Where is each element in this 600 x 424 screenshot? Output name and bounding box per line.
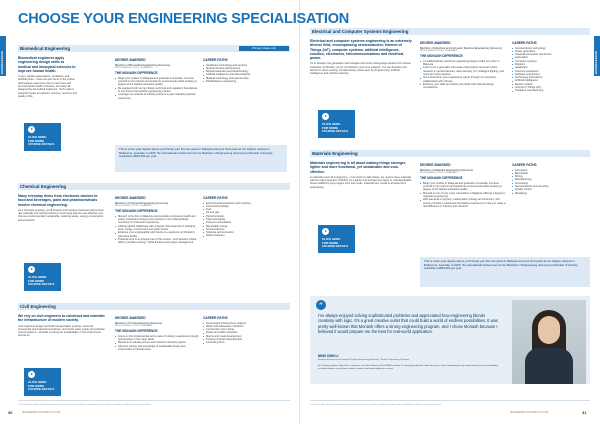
biomedical-difference-list (115, 77, 199, 100)
civil-careers-list (203, 322, 287, 345)
section-heading-chemical-label: Chemical Engineering (20, 184, 67, 189)
biomedical-careers-list (203, 64, 287, 84)
list-item: Enhance your employability with hands-on experience at Monash's pilot plant facility. (115, 231, 199, 238)
arrow-right-icon (28, 266, 35, 273)
list-item: Property and land development (203, 338, 287, 341)
chemical-body: As a chemical engineer, you'll develop and improve processes that convert raw materials into useful products in such ways that are cost-effective and that are environmentally sustainable, reducing waste, energy consumption and emissions. (18, 208, 104, 222)
list-item: Monash is the first in Malaysia and Australia to introduce health and safety, industrial concepts and practices in the undergraduate curriculum for chemical engineering. (115, 215, 199, 225)
career-paths-heading: CAREER PATHS (203, 316, 228, 320)
degree-name: Bachelor of Biomedical Engineering (Honours) (115, 63, 171, 67)
running-footer-left: ENGINEERING PROSPECTUS 2026 (22, 412, 61, 414)
materials-cta-label: CLICK HERE FOR MORE COURSE DETAILS (322, 237, 349, 249)
degree-name: Bachelor of Electrical and Computer Systems Engineering (Honours) (420, 46, 502, 50)
list-item: Enhance your skills and select your fields with optional design competitions. (420, 83, 506, 90)
materials-lead: Materials engineering is all about making things stronger, lighter and more functional, yet sustainable and cost-effective. (310, 161, 406, 174)
section-heading-materials-label: Materials Engineering (312, 151, 358, 156)
chemical-intro (18, 194, 106, 269)
list-item: Pharmaceuticals (203, 218, 287, 221)
list-item: Advance society with knowledge of sustainable design and construction of infrastructure. (115, 345, 199, 352)
monash-difference-heading: THE MONASH DIFFERENCE (420, 54, 463, 59)
materials-careers-list (512, 169, 592, 195)
list-item: Intelligent manufacturing (512, 89, 592, 92)
quote-icon: “ (316, 300, 326, 310)
list-item: Industrial and power electronics (512, 53, 592, 56)
list-item: Address global challenges with a degree that responds to changing food, energy, environment and water needs. (115, 225, 199, 232)
side-tab-right-label: ENGINEERING (594, 50, 598, 74)
chemical-difference-list (115, 215, 199, 245)
civil-body: Civil engineers design and build transportation systems, construct commercial and industrial complexes, and create water supply and pollution control systems – all while ensuring the sustainability of the environment around us. (18, 324, 105, 338)
chemical-careers-list (203, 202, 287, 238)
list-item: Metallurgy (512, 192, 592, 195)
page-number-right: 31 (582, 410, 587, 415)
degree-meta: MPU/Ol (FA8829) 07/2026 · MQA/FA8829 (420, 49, 458, 52)
list-item: A multidisciplinary electrical engineering degree unlike any other in Malaysia. (420, 60, 506, 67)
list-item: Software engineering (512, 73, 592, 76)
career-paths-heading: CAREER PATHS (203, 58, 228, 62)
ecse-lead: Electrical and computer systems engineering is an extremely diverse field, encompassing semiconductor, Internet of Things (IoT), computer systems, artificial intelligence, robotics, electronics, telecommunications and electrical power. (310, 39, 412, 61)
list-item: Be equipped with strong clinical, technical and regulatory foundations to commence biomedical engineering practice. (115, 87, 199, 94)
civil-cta-label: CLICK HERE FOR MORE COURSE DETAILS (28, 380, 55, 392)
list-item: Internet of Things (IoT) (512, 86, 592, 89)
list-item: Consulting firms (203, 341, 287, 344)
list-item: Construction and mining (203, 328, 287, 331)
biomedical-body: X-rays, cardiac pacemakers, ventilators, and artificial joints – these are just some of the critical technologies used every day to save lives and promote better health outcomes, and were all designed by biomedical engineers. You'll make a powerful impact on patients' recovery, recovery and quality of life. (18, 75, 77, 98)
biomedical-intro (18, 56, 78, 176)
footnote-right: 1. The Bachelor of Materials Engineering (Honours) will only be accredited as Engineers Australia upon accreditation at Monash University, Australia. (310, 404, 442, 406)
list-item: Processing (512, 182, 592, 185)
degree-name: Bachelor of Civil Engineering (Honours) (115, 321, 163, 325)
list-item: Electric vehicle (512, 83, 592, 86)
arrow-right-icon (28, 126, 35, 133)
section-heading-civil-label: Civil Engineering (20, 304, 56, 309)
list-item: Telecommunications (512, 70, 592, 73)
biomedical-cta-label: CLICK HERE FOR MORE COURSE DETAILS (28, 135, 55, 147)
list-item: Get a foothold in your engineering career through our extension collaboration with industry. (420, 76, 506, 83)
list-item: Learn to be a generalist who aware that projects and event class research in semiconductors, deep learning, IoT, intelligent lighting, and micro and nano devices. (420, 66, 506, 76)
ecse-cta-label: CLICK HERE FOR MORE COURSE DETAILS (322, 122, 349, 134)
degree-awarded-heading: DEGREE AWARDED (115, 316, 146, 320)
side-tab-left-label: ENGINEERING (0, 50, 4, 74)
section-heading-civil (18, 303, 290, 310)
materials-fee-note: This is a four-year degree where you'll study your first two years in Malaysia and your final years at our Clayton campus in Melbourne, Australia. In 2025, the international student fees for the Bachelor of Engineering (Honours) at Monash University, Australia is A$53,600 per year. (420, 257, 590, 287)
list-item: Government infrastructure projects (203, 322, 287, 325)
list-item: Semiconductor technology (512, 47, 592, 50)
list-item: Rehabilitation engineering (203, 80, 287, 83)
materials-difference-list (420, 182, 506, 208)
student-testimonial (310, 296, 590, 384)
biomedical-lead: Biomedical engineers apply engineering design skills to medical and biological sciences to improve human health. (18, 56, 76, 73)
list-item: Monash is one of only a few universities in Malaysia offering a degree in materials engineering. (420, 192, 506, 199)
degree-awarded-heading: DEGREE AWARDED (420, 163, 451, 167)
intake-badge: Primary intake only (239, 46, 289, 51)
section-heading-ecse (310, 28, 590, 35)
side-tab-left (0, 36, 6, 76)
list-item: Benefit from industry-driven and research-oriented projects. (115, 341, 199, 344)
monash-difference-heading: THE MONASH DIFFERENCE (115, 209, 158, 214)
civil-intro (18, 314, 106, 376)
testimonial-quote: I've always enjoyed solving sophisticated problems and appreciated how engineering blends creativity with logic. It's a great creative outlet that could build a world of endless possibilities. It was pretty well-known that Monash offers a strong engineering program, and I chose Monash because I believed it would prepare me the best for real-world application. (318, 313, 498, 334)
career-paths-heading: CAREER PATHS (512, 41, 537, 45)
degree-name: Bachelor of Materials Engineering (Honours) (420, 168, 474, 172)
chemical-course-details-button[interactable] (24, 263, 61, 291)
list-item: Mining (512, 175, 592, 178)
degree-meta: MPU/Ol (FA8828) 07/2026 · MQA/FA8828 (115, 324, 153, 327)
list-item: Focus on the fundamentals and a taste of industry experience through opportunities in the major fields. (115, 335, 199, 342)
degree-awarded-heading: DEGREE AWARDED (115, 196, 146, 200)
list-item: Begin your studies in Malaysia and graduate in Australia. Immerse yourself in two cultures and academic environments while studying a degree of the highest education quality. (420, 182, 506, 192)
list-item: Practical work is an integral part of this course. You'll develop critical skills in problem solving, critical thinking and project management. (115, 238, 199, 245)
civil-lead: We rely on civil engineers to construct and maintain the infrastructure of modern society. (18, 314, 105, 323)
ecse-body: It's to develop new generation technologies and smart cutting-edge solutions for various industries. At Monash, you're not limited to your core subjects. You can broaden your skill set in other exciting, complementary areas such as programming, artificial intelligence and machine learning. (310, 62, 411, 76)
list-item: Power generation (512, 50, 592, 53)
degree-awarded-heading: DEGREE AWARDED (115, 58, 146, 62)
degree-awarded-heading: DEGREE AWARDED (420, 41, 451, 45)
materials-careers (512, 161, 592, 231)
testimonial-meta: Bachelor of Electrical and Computer Systems Engineering (Honours) · Student, Engineering Champion (318, 358, 410, 361)
student-photo (512, 300, 586, 384)
list-item: Semiconductor and recycling (512, 185, 592, 188)
degree-name: Bachelor of Chemical Engineering (Honours) (115, 201, 169, 205)
chemical-careers (203, 194, 287, 294)
chemical-degree (115, 194, 199, 300)
biomedical-fee-note: This is a four-year degree where you'll study your first two years in Malaysia and your final years at our Clayton campus in Melbourne, Australia. In 2025, the international student fees for the Bachelor of Engineering (Honours) at Monash University, Australia is A$53,600 per year. (115, 145, 287, 172)
list-item: Healthcare (512, 66, 592, 69)
ecse-degree (420, 39, 506, 139)
chemical-lead: Many everyday items from electronic devices to food and beverages, paint and pharmaceuticals involve chemical engineering. (18, 194, 98, 207)
list-item: Marine and coast development (203, 335, 287, 338)
section-heading-chemical (18, 183, 290, 190)
civil-difference-list (115, 335, 199, 351)
list-item: Medical devices development (203, 67, 287, 70)
biomedical-course-details-button[interactable] (24, 123, 61, 151)
list-item: Fuel (203, 208, 287, 211)
list-item: Toiletries and cosmetics (203, 231, 287, 234)
list-item: Roads and traffic industries (203, 331, 287, 334)
civil-course-details-button[interactable] (24, 368, 61, 396)
ecse-careers-list (512, 47, 592, 93)
list-item: Semiconductors (203, 228, 287, 231)
list-item: Oil and gas (203, 211, 287, 214)
biomedical-careers (203, 56, 287, 141)
list-item: Food and beverage (203, 205, 287, 208)
materials-body: A materials touch all engineering – if we want to make things, we need to have materials with the right properties. Whether it's a lighter and stronger jet engine or a biodegradable tissue scaffold to grow organs from stem cells, materials are crucial to all aspects of engineering. (310, 175, 412, 189)
list-item: Water treatment (203, 234, 287, 237)
testimonial-story: As a Sunway engineer, Ning Chin Li, engineers, can build in Amazon Vehicle MMM controller ICs. Everything about the hands-on projects, they're helping deepen my understanding of circuits and building real-world solutions, proving how students, passion, and focused ability can succeed. (318, 365, 498, 370)
materials-degree (420, 161, 506, 255)
arrow-right-icon (322, 113, 329, 120)
ecse-course-details-button[interactable] (318, 110, 355, 138)
running-footer-right: ENGINEERING PROSPECTUS 2026 (510, 412, 549, 414)
list-item: Leverage our network of industry partners to gain valuable practical experience. (115, 93, 199, 100)
footer-divider-left (18, 400, 290, 401)
list-item: Biomedical (512, 172, 592, 175)
list-item: Computer systems (512, 60, 592, 63)
list-item: Medical technology entrepreneurship (203, 77, 287, 80)
list-item: Healthcare technology and services (203, 64, 287, 67)
ecse-careers (512, 39, 592, 139)
list-item: Manufacturing (512, 178, 592, 181)
arrow-right-icon (322, 228, 329, 235)
footer-divider-right (310, 400, 590, 401)
list-item: Renewable energy (203, 225, 287, 228)
career-paths-heading: CAREER PATHS (203, 196, 228, 200)
monash-difference-heading: THE MONASH DIFFERENCE (420, 176, 463, 181)
section-heading-ecse-label: Electrical and Computer Systems Engineering (312, 29, 409, 34)
list-item: Aerospace (512, 169, 592, 172)
list-item: Petrochemicals (203, 215, 287, 218)
degree-meta: MPU/Ol (FA8830) 07/2026 · MQA/FA8830 (420, 171, 458, 174)
list-item: Polymers and plastics (203, 221, 287, 224)
list-item: Artificial intelligence and data analytics (203, 73, 287, 76)
section-heading-biomedical-label: Biomedical Engineering (20, 46, 71, 51)
list-item: Water and wastewater industries (203, 325, 287, 328)
list-item: Automation (512, 56, 592, 59)
monash-difference-heading: THE MONASH DIFFERENCE (115, 71, 158, 76)
monash-difference-heading: THE MONASH DIFFERENCE (115, 329, 158, 334)
testimonial-name: NING CHIN LI (318, 354, 339, 358)
list-item: Biopharmaceutics and biotechnology (203, 70, 287, 73)
materials-course-details-button[interactable] (318, 225, 355, 253)
list-item: With elements of physics, mathematics, biology and chemistry, this course provides a varied and stimulating experience to help you make a real difference in industry and research. (420, 198, 506, 208)
civil-careers (203, 314, 287, 384)
degree-meta: MPU/Ol (FA8826) 07/2026 · MQA/FA0045 (115, 66, 153, 69)
chemical-cta-label: CLICK HERE FOR MORE COURSE DETAILS (28, 275, 55, 287)
civil-degree (115, 314, 199, 399)
list-item: Quality control (512, 188, 592, 191)
arrow-right-icon (28, 371, 35, 378)
list-item: Environmental protection and recycling (203, 202, 287, 205)
footnote-left: 1. The Bachelor of Biomedical Engineering (Honours) will only be accredited in Engineers Australia upon accreditation at Monash University, Australia. (18, 404, 151, 406)
list-item: Technology consultancy (512, 76, 592, 79)
page-number-left: 30 (8, 410, 13, 415)
list-item: Artificial intelligence (512, 79, 592, 82)
ecse-difference-list (420, 60, 506, 90)
side-tab-right (594, 36, 600, 76)
list-item: Robotics (512, 63, 592, 66)
career-paths-heading: CAREER PATHS (512, 163, 537, 167)
page-title: CHOOSE YOUR ENGINEERING SPECIALISATION (18, 11, 350, 27)
section-heading-materials (310, 150, 590, 157)
page-fold (299, 0, 300, 424)
list-item: Begin your studies in Malaysia and graduate in Australia, immerse yourself in two cultures and academic environments while studying a degree of the highest education quality. (115, 77, 199, 87)
degree-meta: MPU/Ol (FA8827) 07/2026 · MQA/FA8827 (115, 204, 153, 207)
